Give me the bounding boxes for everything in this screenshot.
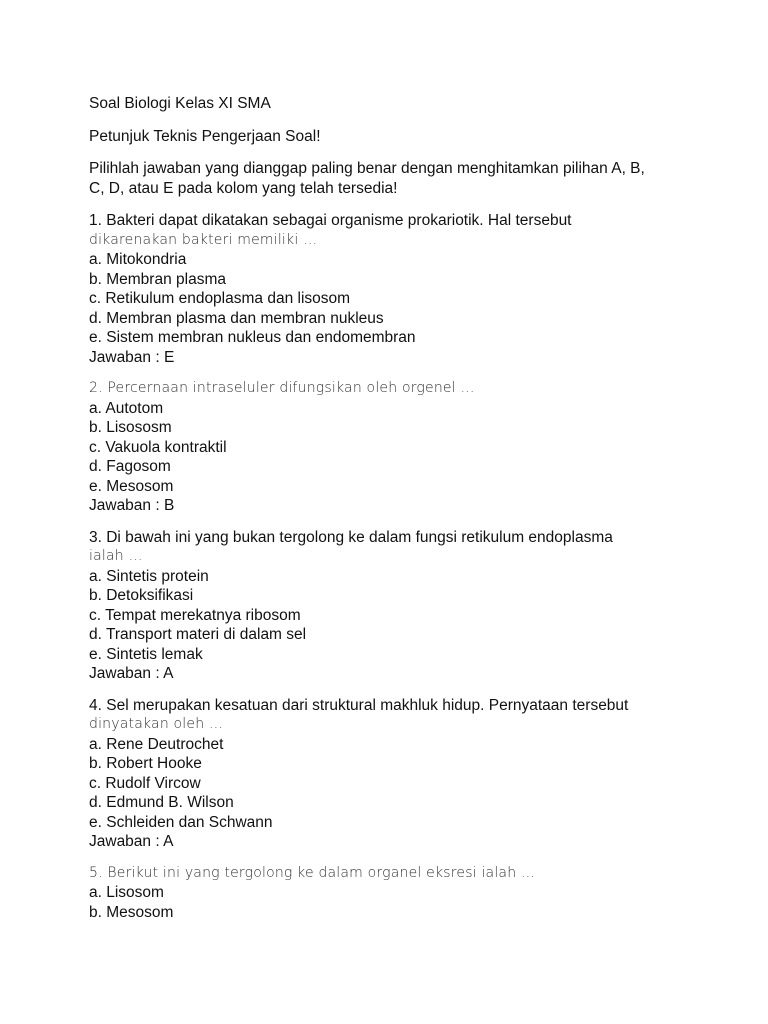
question-stem: 4. Sel merupakan kesatuan dari struktural makhluk hidup. Pernyataan tersebut: [89, 696, 629, 714]
option-a: a. Lisosom: [89, 884, 164, 901]
option-a: a. Autotom: [89, 399, 164, 417]
option-d: d. Edmund B. Wilson: [89, 794, 234, 811]
question-stem: 1. Bakteri dapat dikatakan sebagai organisme prokariotik. Hal tersebut: [89, 212, 572, 229]
instructions-line: Pilihlah jawaban yang dianggap paling benar dengan menghitamkan pilihan A, B,: [89, 160, 645, 177]
option-d: d. Transport materi di dalam sel: [89, 626, 307, 643]
option-a: a. Rene Deutrochet: [89, 735, 224, 753]
option-e: e. Sintetis lemak: [89, 645, 203, 663]
option-c: c. Retikulum endoplasma dan lisosom: [89, 290, 351, 307]
option-d: d. Membran plasma dan membran nukleus: [89, 309, 384, 327]
option-b: b. Detoksifikasi: [89, 587, 194, 604]
instructions-text: [89, 159, 729, 198]
option-e: e. Mesosom: [89, 477, 174, 495]
option-b: b. Lisososm: [89, 419, 172, 436]
option-e: e. Schleiden dan Schwann: [89, 813, 273, 831]
question-4: [89, 696, 729, 852]
question-stem: 3. Di bawah ini yang bukan tergolong ke dalam fungsi retikulum endoplasma: [89, 528, 613, 546]
option-b: b. Mesosom: [89, 903, 174, 921]
question-stem: dinyatakan oleh …: [89, 716, 224, 732]
instructions-heading: Petunjuk Teknis Pengerjaan Soal!: [89, 127, 321, 145]
answer: Jawaban : E: [89, 348, 175, 366]
question-stem: dikarenakan bakteri memiliki …: [89, 231, 318, 248]
question-3: [89, 528, 729, 684]
question-stem: 2. Percernaan intraseluler difungsikan oleh orgenel …: [89, 380, 475, 396]
question-2: [89, 379, 729, 516]
option-b: b. Membran plasma: [89, 270, 226, 288]
page-title: Soal Biologi Kelas XI SMA: [89, 95, 271, 112]
option-e: e. Sistem membran nukleus dan endomembran: [89, 329, 416, 346]
option-b: b. Robert Hooke: [89, 755, 202, 772]
option-c: c. Rudolf Vircow: [89, 774, 201, 792]
option-d: d. Fagosom: [89, 458, 171, 475]
question-5: [89, 864, 729, 923]
question-stem: ialah …: [89, 548, 143, 564]
answer: Jawaban : A: [89, 833, 174, 850]
option-a: a. Sintetis protein: [89, 567, 209, 585]
question-stem: 5. Berikut ini yang tergolong ke dalam organel eksresi ialah …: [89, 864, 536, 881]
instructions-line: C, D, atau E pada kolom yang telah tersedia!: [89, 179, 398, 197]
option-c: c. Vakuola kontraktil: [89, 438, 227, 456]
answer: Jawaban : B: [89, 497, 175, 514]
question-1: [89, 211, 729, 367]
option-a: a. Mitokondria: [89, 251, 187, 268]
answer: Jawaban : A: [89, 665, 174, 682]
option-c: c. Tempat merekatnya ribosom: [89, 606, 301, 624]
document-content: [89, 94, 729, 934]
